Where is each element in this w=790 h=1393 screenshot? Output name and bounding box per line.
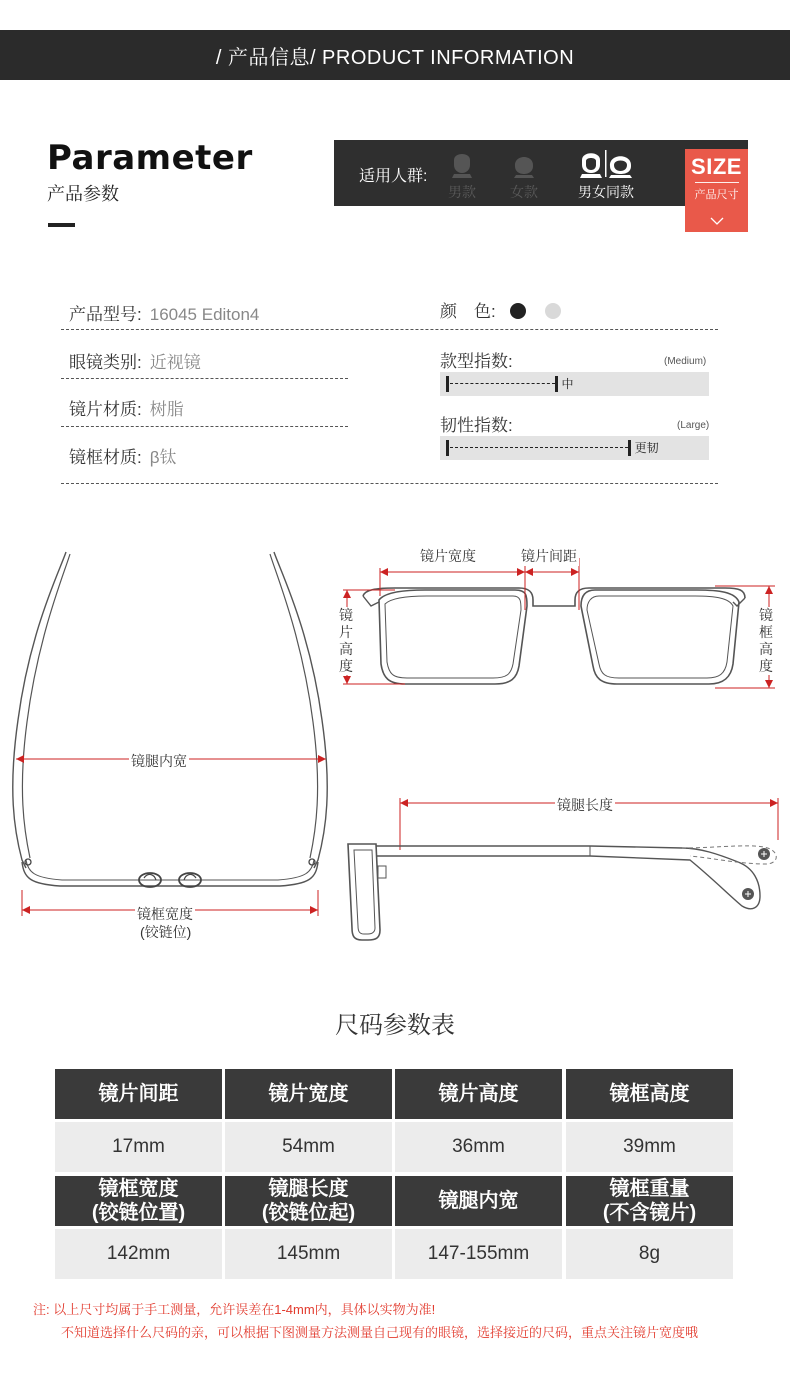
label-frame-width-note: (铰链位) — [140, 924, 192, 940]
unisex-heads-icon — [578, 148, 634, 178]
spec-model-label: 产品型号: — [69, 305, 142, 324]
table-value-cell: 36mm — [395, 1122, 562, 1172]
spec-lens-label: 镜片材质: — [69, 400, 142, 419]
chevron-down-icon — [685, 214, 748, 228]
table-header-cell: 镜框宽度 (铰链位置) — [55, 1176, 222, 1226]
divider — [61, 483, 718, 484]
table-value-cell: 54mm — [225, 1122, 392, 1172]
spec-frame-label: 镜框材质: — [69, 448, 142, 467]
spec-model — [69, 300, 259, 325]
parameter-title: Parameter — [47, 138, 253, 178]
audience-label: 适用人群: — [359, 168, 428, 185]
parameter-subtitle: 产品参数 — [47, 184, 119, 204]
spec-lens-material — [69, 395, 184, 420]
size-table-title: 尺码参数表 — [335, 1012, 455, 1039]
divider — [61, 378, 348, 379]
meter-style-bar — [440, 372, 709, 396]
size-tab-subtitle: 产品尺寸 — [694, 189, 739, 201]
meter-start-tick — [446, 440, 449, 456]
audience-option-label: 男款 — [448, 184, 476, 200]
top-view-diagram — [0, 540, 340, 940]
spec-frame-material — [69, 443, 177, 468]
label-temple-inner-width: 镜腿内宽 — [131, 753, 187, 769]
meter-style-level: 中 — [561, 377, 574, 391]
spec-model-value: 16045 Editon4 — [149, 305, 260, 324]
divider — [61, 329, 718, 330]
meter-toughness-bar — [440, 436, 709, 460]
heading-underline — [48, 223, 75, 227]
label-lens-height: 镜片高度 — [339, 607, 353, 674]
meter-style-label: 款型指数: — [440, 352, 513, 371]
table-header-cell: 镜片宽度 — [225, 1069, 392, 1119]
meter-start-tick — [446, 376, 449, 392]
table-value-cell: 147-155mm — [395, 1229, 562, 1279]
meter-toughness-level: 更韧 — [634, 441, 659, 455]
table-value-cell: 142mm — [55, 1229, 222, 1279]
female-head-icon — [512, 148, 536, 178]
table-header-cell: 镜框重量 (不含镜片) — [566, 1176, 733, 1226]
spec-type-value: 近视镜 — [149, 353, 201, 372]
table-header-cell: 镜框高度 — [566, 1069, 733, 1119]
table-header-cell: 镜片间距 — [55, 1069, 222, 1119]
spec-frame-value: β钛 — [149, 448, 177, 467]
spec-lens-value: 树脂 — [149, 400, 184, 419]
size-tab-divider — [695, 182, 739, 183]
audience-option-label: 女款 — [510, 184, 538, 200]
note-measurement-tolerance: 注: 以上尺寸均属于手工测量，允许误差在1-4mm内，具体以实物为准! — [33, 1302, 436, 1317]
table-value-cell: 17mm — [55, 1122, 222, 1172]
meter-toughness-label: 韧性指数: — [440, 416, 513, 435]
note-size-advice: 不知道选择什么尺码的亲，可以根据下图测量方法测量自己现有的眼镜，选择接近的尺码，重点关注镜片宽度哦 — [61, 1325, 699, 1340]
spec-type-label: 眼镜类别: — [69, 353, 142, 372]
audience-option-female — [494, 148, 554, 202]
label-frame-height: 镜框高度 — [759, 607, 773, 674]
meter-toughness-fill — [450, 447, 628, 448]
audience-option-unisex — [576, 148, 636, 202]
size-tab[interactable] — [685, 149, 748, 232]
spec-color-label: 颜 色: — [440, 302, 496, 321]
banner-title: / 产品信息/ PRODUCT INFORMATION — [215, 46, 575, 69]
label-frame-width: 镜框宽度 — [137, 906, 193, 922]
meter-style-tag: (Medium) — [664, 356, 707, 367]
label-bridge-width: 镜片间距 — [521, 548, 577, 564]
table-value-cell: 8g — [566, 1229, 733, 1279]
spec-type — [69, 348, 201, 373]
spec-color — [440, 297, 561, 322]
audience-option-label: 男女同款 — [578, 184, 634, 200]
label-temple-length: 镜腿长度 — [557, 797, 613, 813]
divider — [61, 426, 348, 427]
meter-style-marker — [555, 376, 558, 392]
meter-style-fill — [450, 383, 555, 384]
section-banner — [0, 30, 790, 80]
male-head-icon — [450, 148, 474, 178]
size-tab-title: SIZE — [691, 154, 742, 179]
table-header-cell: 镜片高度 — [395, 1069, 562, 1119]
audience-option-male — [432, 148, 492, 202]
meter-toughness-tag: (Large) — [677, 420, 710, 431]
label-lens-width: 镜片宽度 — [420, 548, 476, 564]
table-value-cell: 145mm — [225, 1229, 392, 1279]
table-value-cell: 39mm — [566, 1122, 733, 1172]
table-header-cell: 镜腿长度 (铰链位起) — [225, 1176, 392, 1226]
color-swatch-black[interactable] — [510, 303, 526, 319]
meter-toughness-marker — [628, 440, 631, 456]
color-swatch-gray[interactable] — [545, 303, 561, 319]
table-header-cell: 镜腿内宽 — [395, 1176, 562, 1226]
